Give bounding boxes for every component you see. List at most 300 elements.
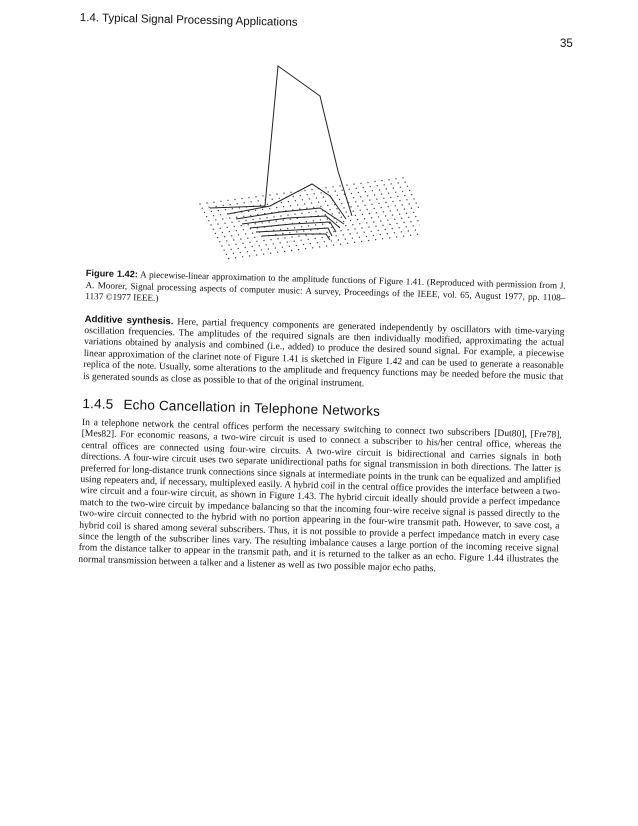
grid-dot	[232, 208, 233, 209]
grid-dot	[320, 206, 321, 207]
grid-dot	[393, 187, 394, 188]
additive-synthesis-text: Here, partial frequency components are generated independently by oscillators with time-varying oscillation frequencies. The amplitudes of the required signals are then individually modified, approximating the actual variations obtained by analysis and combined (i.e., added) to produce the desired sound signal. For example, a piecewise linear approximation of the clarinet note of Figure 1.41 is sketched in Figure 1.42 and can be used to generate a reasonable replica of the note. Usually, some alterations to the amplitude and frequency functions may be needed before the music that is generated sounds as close as possible to that of the original instrument.	[83, 315, 565, 389]
grid-dot	[376, 212, 377, 213]
grid-dot	[354, 242, 355, 243]
grid-dot	[228, 258, 229, 259]
grid-dot	[388, 193, 389, 194]
grid-dot	[413, 198, 414, 199]
grid-dot	[245, 247, 246, 248]
grid-dot	[208, 220, 209, 221]
grid-dot	[262, 209, 263, 210]
grid-dot	[317, 242, 318, 243]
grid-dot	[222, 218, 223, 219]
grid-dot	[392, 214, 393, 215]
grid-dot	[409, 190, 410, 191]
grid-dot	[244, 202, 245, 203]
grid-dot	[319, 246, 320, 247]
grid-dot	[226, 254, 227, 255]
grid-dot	[281, 202, 282, 203]
grid-dot	[229, 231, 230, 232]
grid-dot	[233, 253, 234, 254]
grid-dot	[283, 193, 284, 194]
grid-dot	[410, 221, 411, 222]
grid-dot	[395, 192, 396, 193]
grid-dot	[381, 207, 382, 208]
grid-dot	[331, 240, 332, 241]
grid-dot	[308, 225, 309, 226]
grid-dot	[289, 246, 290, 247]
grid-dot	[348, 216, 349, 217]
grid-dot	[220, 214, 221, 215]
grid-dot	[343, 221, 344, 222]
grid-dot	[326, 245, 327, 246]
grid-dot	[371, 217, 372, 218]
grid-dot	[226, 240, 227, 241]
grid-dot	[224, 250, 225, 251]
grid-dot	[395, 205, 396, 206]
grid-dot	[342, 190, 343, 191]
grid-dot	[384, 184, 385, 185]
grid-dot	[276, 220, 277, 221]
grid-dot	[215, 233, 216, 234]
grid-dot	[402, 204, 403, 205]
grid-dot	[396, 223, 397, 224]
grid-dot	[301, 226, 302, 227]
grid-dot	[234, 226, 235, 227]
grid-dot	[399, 214, 400, 215]
grid-dot	[230, 204, 231, 205]
grid-dot	[327, 218, 328, 219]
grid-dot	[231, 235, 232, 236]
grid-dot	[357, 205, 358, 206]
grid-dot	[318, 202, 319, 203]
grid-dot	[326, 232, 327, 233]
grid-dot	[259, 218, 260, 219]
grid-dot	[298, 249, 299, 250]
grid-dot	[394, 219, 395, 220]
grid-dot	[263, 240, 264, 241]
grid-dot	[287, 241, 288, 242]
grid-dot	[210, 224, 211, 225]
figure-caption	[85, 268, 566, 315]
grid-dot	[315, 238, 316, 239]
grid-dot	[337, 195, 338, 196]
grid-dot	[216, 206, 217, 207]
grid-dot	[402, 177, 403, 178]
grid-dot	[325, 201, 326, 202]
grid-dot	[400, 187, 401, 188]
grid-dot	[340, 230, 341, 231]
grid-dot	[238, 221, 239, 222]
grid-dot	[301, 213, 302, 214]
grid-dot	[396, 236, 397, 237]
grid-dot	[240, 238, 241, 239]
grid-dot	[301, 240, 302, 241]
grid-dot	[241, 198, 242, 199]
grid-dot	[366, 222, 367, 223]
grid-dot	[385, 215, 386, 216]
grid-dot	[411, 194, 412, 195]
grid-dot	[389, 224, 390, 225]
grid-dot	[218, 210, 219, 211]
grid-dot	[251, 201, 252, 202]
grid-dot	[381, 193, 382, 194]
grid-dot	[276, 193, 277, 194]
additive-synthesis-paragraph	[83, 313, 565, 394]
grid-dot	[356, 188, 357, 189]
grid-dot	[387, 233, 388, 234]
grid-dot	[313, 207, 314, 208]
grid-dot	[224, 223, 225, 224]
grid-dot	[404, 195, 405, 196]
grid-dot	[354, 228, 355, 229]
grid-dot	[245, 233, 246, 234]
grid-dot	[213, 202, 214, 203]
grid-dot	[235, 244, 236, 245]
figure-caption-text: A piecewise-linear approximation to the amplitude functions of Figure 1.41. (Reproduced with permission from J. A. Moorer, Signal processing aspects of computer music: A survey, Proceedings of the IEEE, vol. 65, August 1977, pp. 1108–1137 ©1977 IEEE.)	[85, 269, 566, 303]
grid-dot	[397, 196, 398, 197]
grid-dot	[303, 230, 304, 231]
grid-dot	[321, 192, 322, 193]
grid-dot	[325, 187, 326, 188]
grid-dot	[282, 233, 283, 234]
grid-dot	[333, 231, 334, 232]
grid-dot	[275, 247, 276, 248]
grid-dot	[410, 235, 411, 236]
grid-dot	[316, 197, 317, 198]
grid-dot	[385, 202, 386, 203]
grid-dot	[364, 205, 365, 206]
grid-dot	[404, 208, 405, 209]
grid-dot	[374, 208, 375, 209]
grid-dot	[388, 179, 389, 180]
grid-dot	[405, 181, 406, 182]
grid-dot	[397, 209, 398, 210]
grid-dot	[416, 202, 417, 203]
grid-dot	[237, 203, 238, 204]
grid-dot	[284, 251, 285, 252]
grid-dot	[215, 219, 216, 220]
grid-dot	[250, 215, 251, 216]
grid-dot	[280, 215, 281, 216]
grid-dot	[368, 226, 369, 227]
grid-dot	[206, 216, 207, 217]
grid-dot	[359, 237, 360, 238]
grid-dot	[276, 207, 277, 208]
page-number: 35	[560, 38, 573, 50]
grid-dot	[359, 223, 360, 224]
grid-dot	[340, 244, 341, 245]
grid-dot	[294, 241, 295, 242]
grid-dot	[243, 229, 244, 230]
grid-dot	[322, 237, 323, 238]
grid-dot	[224, 236, 225, 237]
grid-dot	[240, 252, 241, 253]
grid-dot	[217, 223, 218, 224]
grid-dot	[300, 195, 301, 196]
grid-dot	[360, 196, 361, 197]
grid-dot	[209, 207, 210, 208]
grid-dot	[355, 201, 356, 202]
grid-dot	[378, 216, 379, 217]
grid-dot	[308, 239, 309, 240]
grid-dot	[262, 222, 263, 223]
grid-dot	[374, 181, 375, 182]
grid-dot	[363, 187, 364, 188]
grid-dot	[322, 223, 323, 224]
grid-dot	[267, 204, 268, 205]
grid-dot	[365, 191, 366, 192]
grid-dot	[220, 228, 221, 229]
grid-dot	[350, 233, 351, 234]
grid-dot	[353, 184, 354, 185]
grid-dot	[392, 228, 393, 229]
grid-dot	[311, 189, 312, 190]
grid-dot	[371, 204, 372, 205]
grid-dot	[249, 242, 250, 243]
grid-dot	[211, 211, 212, 212]
grid-dot	[306, 221, 307, 222]
grid-dot	[306, 208, 307, 209]
grid-dot	[402, 191, 403, 192]
grid-dot	[406, 226, 407, 227]
grid-dot	[247, 251, 248, 252]
grid-dot	[305, 235, 306, 236]
grid-dot	[323, 196, 324, 197]
grid-dot	[202, 208, 203, 209]
grid-dot	[312, 247, 313, 248]
grid-dot	[304, 190, 305, 191]
page-body	[78, 268, 566, 578]
grid-dot	[259, 245, 260, 246]
grid-dot	[324, 241, 325, 242]
grid-dot	[399, 200, 400, 201]
grid-dot	[380, 220, 381, 221]
grid-dot	[329, 209, 330, 210]
grid-dot	[248, 197, 249, 198]
grid-dot	[395, 178, 396, 179]
grid-dot	[245, 220, 246, 221]
grid-dot	[387, 220, 388, 221]
grid-dot	[284, 237, 285, 238]
grid-dot	[315, 224, 316, 225]
grid-dot	[277, 238, 278, 239]
grid-dot	[288, 201, 289, 202]
grid-dot	[403, 222, 404, 223]
grid-dot	[283, 220, 284, 221]
grid-dot	[263, 253, 264, 254]
grid-dot	[343, 207, 344, 208]
grid-dot	[418, 207, 419, 208]
grid-dot	[347, 229, 348, 230]
grid-dot	[249, 255, 250, 256]
grid-dot	[229, 217, 230, 218]
grid-dot	[417, 234, 418, 235]
grid-dot	[269, 221, 270, 222]
grid-dot	[269, 194, 270, 195]
grid-dot	[362, 214, 363, 215]
grid-dot	[403, 235, 404, 236]
grid-dot	[241, 225, 242, 226]
grid-dot	[225, 209, 226, 210]
grid-dot	[408, 230, 409, 231]
grid-dot	[373, 235, 374, 236]
grid-dot	[378, 230, 379, 231]
grid-dot	[378, 203, 379, 204]
grid-dot	[231, 249, 232, 250]
grid-dot	[391, 183, 392, 184]
grid-dot	[283, 206, 284, 207]
grid-dot	[296, 245, 297, 246]
grid-dot	[343, 234, 344, 235]
grid-dot	[217, 237, 218, 238]
grid-dot	[394, 232, 395, 233]
grid-dot	[369, 213, 370, 214]
grid-dot	[364, 232, 365, 233]
running-head: 1.4. Typical Signal Processing Applications	[79, 12, 298, 29]
grid-dot	[206, 202, 207, 203]
amplitude-envelopes	[210, 66, 352, 240]
grid-dot	[335, 190, 336, 191]
grid-dot	[367, 195, 368, 196]
grid-dot	[235, 257, 236, 258]
grid-dot	[401, 218, 402, 219]
grid-dot	[204, 212, 205, 213]
grid-dot	[290, 205, 291, 206]
grid-dot	[385, 229, 386, 230]
grid-dot	[346, 211, 347, 212]
figure-1-42-amplitude-plot	[170, 56, 420, 268]
grid-dot	[248, 211, 249, 212]
section-number: 1.4.5	[82, 395, 114, 412]
envelope-7	[262, 234, 330, 240]
grid-dot	[407, 186, 408, 187]
grid-dot	[346, 184, 347, 185]
echo-cancellation-paragraph: In a telephone network the central offices perform the necessary switching to connect two subscribers [Dut80], [Fre78], [Mes82]. For economic reasons, a two-wire circuit is used to connect a subscriber to his/her central office, whereas the central offices are connected using four-wire circuits. A two-wire circuit is bidirectional and carries signals in both directions. A four-wire circuit uses two separate unidirectional paths for signal transmission in both directions. The latter is preferred for long-distance trunk connections since signals at intermediate points in the trunk can be equalized and amplified using repeaters and, if necessary, multiplexed easily. A hybrid coil in the central office provides the interface between a two-wire circuit and a four-wire circuit, as shown in Figure 1.43. The hybrid circuit ideally should provide a perfect impedance match to the two-wire circuit by impedance balancing so that the incoming four-wire receive signal is passed directly to the two-wire circuit connected to the hybrid with no portion appearing in the four-wire transmit path. However, to save cost, a hybrid coil is shared among several subscribers. Thus, it is not possible to provide a perfect impedance match in every case since the length of the subscriber lines vary. The resulting imbalance causes a large portion of the incoming receive signal from the distance talker to appear in the transmit path, and it is returned to the talker as an echo. Figure 1.44 illustrates the normal transmission between a talker and a listener as well as two possible major echo paths.	[78, 416, 562, 575]
grid-dot	[370, 186, 371, 187]
grid-dot	[369, 199, 370, 200]
grid-dot	[266, 217, 267, 218]
grid-dot	[381, 180, 382, 181]
grid-dot	[228, 244, 229, 245]
grid-dot	[341, 203, 342, 204]
grid-dot	[361, 241, 362, 242]
grid-dot	[351, 193, 352, 194]
grid-dot	[305, 248, 306, 249]
grid-dot	[408, 217, 409, 218]
grid-dot	[272, 199, 273, 200]
grid-dot	[242, 256, 243, 257]
grid-dot	[388, 206, 389, 207]
grid-dot	[261, 249, 262, 250]
grid-dot	[270, 239, 271, 240]
grid-dot	[357, 232, 358, 233]
grid-dot	[238, 234, 239, 235]
grid-dot	[258, 200, 259, 201]
grid-dot	[256, 254, 257, 255]
grid-dot	[262, 195, 263, 196]
grid-dot	[415, 229, 416, 230]
grid-dot	[341, 217, 342, 218]
grid-dot	[213, 229, 214, 230]
grid-dot	[295, 200, 296, 201]
grid-dot	[287, 214, 288, 215]
grid-dot	[282, 247, 283, 248]
grid-dot	[252, 232, 253, 233]
grid-dot	[307, 194, 308, 195]
grid-dot	[390, 197, 391, 198]
grid-dot	[222, 232, 223, 233]
grid-dot	[360, 183, 361, 184]
grid-dot	[367, 209, 368, 210]
grid-dot	[297, 204, 298, 205]
grid-dot	[333, 244, 334, 245]
envelope-main	[210, 66, 352, 216]
grid-dot	[310, 243, 311, 244]
grid-dot	[352, 238, 353, 239]
grid-dot	[238, 248, 239, 249]
envelope-3	[236, 208, 344, 224]
grid-dot	[360, 210, 361, 211]
grid-dot	[413, 212, 414, 213]
grid-dot	[350, 220, 351, 221]
grid-dot	[247, 238, 248, 239]
grid-dot	[353, 197, 354, 198]
grid-dot	[234, 199, 235, 200]
grid-dot	[227, 200, 228, 201]
grid-dot	[361, 227, 362, 228]
grid-dot	[315, 211, 316, 212]
grid-dot	[368, 240, 369, 241]
grid-dot	[339, 185, 340, 186]
grid-dot	[325, 214, 326, 215]
grid-dot	[336, 235, 337, 236]
grid-dot	[413, 225, 414, 226]
grid-dot	[302, 199, 303, 200]
grid-dot	[273, 243, 274, 244]
grid-dot	[236, 217, 237, 218]
grid-dot	[242, 243, 243, 244]
grid-dot	[382, 225, 383, 226]
grid-dot	[256, 241, 257, 242]
grid-dot	[277, 252, 278, 253]
grid-dot	[383, 198, 384, 199]
grid-dot	[332, 213, 333, 214]
grid-dot	[294, 227, 295, 228]
grid-dot	[371, 231, 372, 232]
grid-dot	[383, 211, 384, 212]
figure-caption-label: Figure 1.42:	[85, 268, 139, 280]
grid-dot	[338, 239, 339, 240]
grid-dot	[406, 213, 407, 214]
grid-dot	[252, 246, 253, 247]
grid-dot	[227, 227, 228, 228]
grid-dot	[339, 212, 340, 213]
grid-dot	[291, 250, 292, 251]
grid-dot	[231, 222, 232, 223]
grid-dot	[266, 244, 267, 245]
grid-dot	[291, 236, 292, 237]
grid-dot	[290, 192, 291, 193]
grid-dot	[415, 216, 416, 217]
grid-dot	[331, 227, 332, 228]
grid-dot	[358, 192, 359, 193]
grid-dot	[255, 210, 256, 211]
grid-dot	[375, 226, 376, 227]
grid-dot	[401, 231, 402, 232]
grid-dot	[350, 206, 351, 207]
grid-dot	[367, 182, 368, 183]
